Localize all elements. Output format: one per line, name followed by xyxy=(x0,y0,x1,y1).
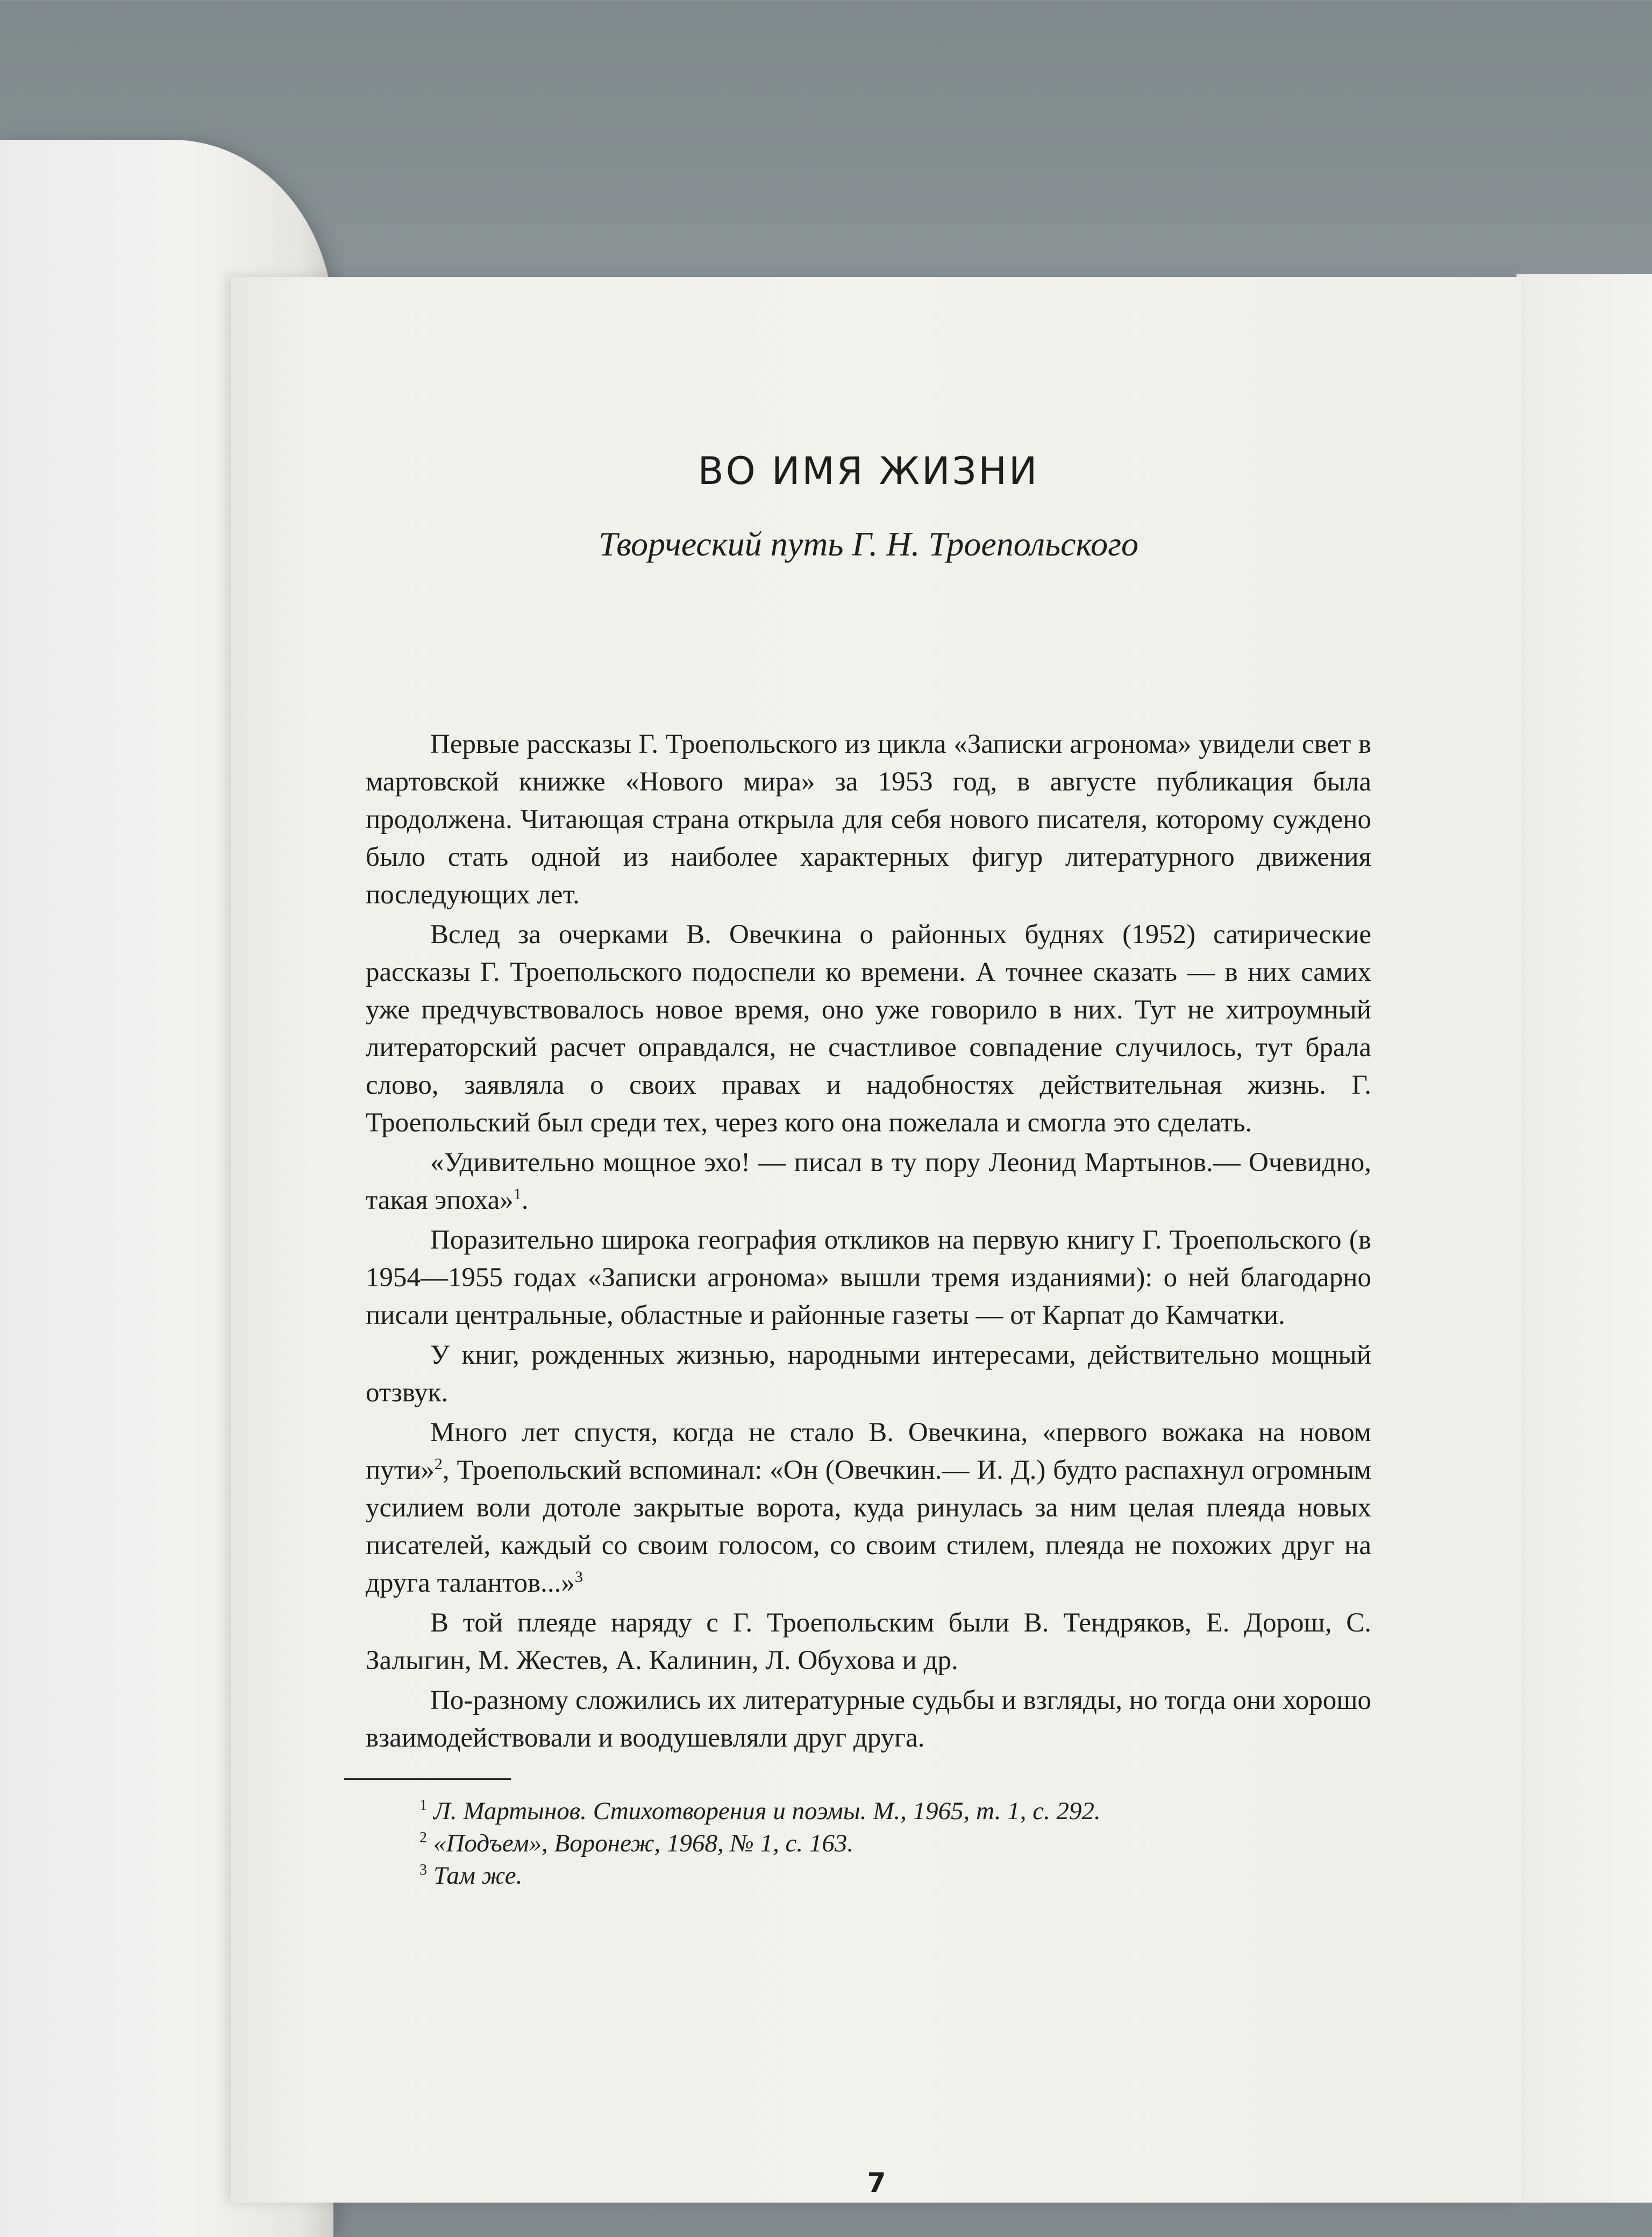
paragraph-4: Поразительно широка география откликов на первую книгу Г. Троепольского (в 1954—1955 годах «Записки агронома» вышли тремя изданиями): о ней благодарно писали центральные, областные и районные газеты — от Карпат до Камчатки. xyxy=(366,1225,1371,1330)
article-title: ВО ИМЯ ЖИЗНИ xyxy=(697,449,1039,493)
background-surface xyxy=(1516,274,1652,2203)
paragraph-6-text-a: Много лет спустя, когда не стало В. Овечкина, «первого вожака на новом пути» xyxy=(366,1417,1371,1485)
paragraph-1: Первые рассказы Г. Троепольского из цикла «Записки агронома» увидели свет в мартовской книжке «Нового мира» за 1953 год, в августе публикация была продолжена. Читающая страна открыла для себя нового писателя, которому суждено было стать одной из наиболее характерных фигур литературного движения последующих лет. xyxy=(366,729,1371,910)
footnote-3-text: Там же. xyxy=(433,1862,523,1890)
paragraph-3-text: «Удивительно мощное эхо! — писал в ту пору Леонид Мартынов.— Очевидно, такая эпоха» xyxy=(366,1148,1371,1215)
footnote-1-number: 1 xyxy=(419,1797,427,1814)
book-page xyxy=(231,277,1522,2203)
footnote-ref-2: 2 xyxy=(434,1455,443,1473)
paragraph-6-text-b: , Троепольский вспоминал: «Он (Овечкин.— И. Д.) будто распахнул огромным усилием воли дотоле закрытые ворота, куда ринулась за ним целая плеяда новых писателей, каждый со своим голосом, со своим стилем, плеяда не похожих друг на друга талантов...» xyxy=(366,1455,1371,1598)
footnote-2 xyxy=(366,1827,1371,1860)
paragraph-8: По-разному сложились их литературные судьбы и взгляды, но тогда они хорошо взаимодействовали и воодушевляли друг друга. xyxy=(366,1685,1371,1753)
page-content xyxy=(366,449,1371,1892)
footnote-2-number: 2 xyxy=(419,1829,427,1847)
footnote-3-number: 3 xyxy=(419,1862,427,1879)
paragraph-3: «Удивительно мощное эхо! — писал в ту пору Леонид Мартынов.— Очевидно, такая эпоха»$^1$. xyxy=(366,1148,1371,1215)
footnote-2-text: «Подъем», Воронеж, 1968, № 1, с. 163. xyxy=(433,1829,854,1857)
paragraph-2: Вслед за очерками В. Овечкина о районных буднях (1952) сатирические рассказы Г. Троепольского подоспели ко времени. А точнее сказать — в них самих уже предчувствовалось новое время, оно уже говорило в них. Тут не хитроумный литераторский расчет оправдался, не счастливое совпадение случилось, тут брала слово, заявляла о своих правах и надобностях действительная жизнь. Г. Троепольский был среди тех, через кого она пожелала и смогла это сделать. xyxy=(366,920,1371,1138)
footnote-3 xyxy=(366,1860,1371,1892)
footnote-1 xyxy=(366,1795,1371,1827)
footnote-ref-1: 1 xyxy=(513,1185,522,1203)
article-subtitle: Творческий путь Г. Н. Троепольского xyxy=(598,525,1139,563)
footnote-divider xyxy=(344,1778,511,1780)
paragraph-5: У книг, рожденных жизнью, народными интересами, действительно мощный отзвук. xyxy=(366,1340,1371,1408)
footnote-ref-3: 3 xyxy=(574,1568,583,1586)
paragraph-6 xyxy=(366,1414,1371,1602)
page-number: 7 xyxy=(867,2167,886,2198)
paragraph-7: В той плеяде наряду с Г. Троепольским были В. Тендряков, Е. Дорош, С. Залыгин, М. Жестев, А. Калинин, Л. Обухова и др. xyxy=(366,1608,1371,1676)
footnote-1-text: Л. Мартынов. Стихотворения и поэмы. М., 1965, т. 1, с. 292. xyxy=(433,1797,1101,1825)
